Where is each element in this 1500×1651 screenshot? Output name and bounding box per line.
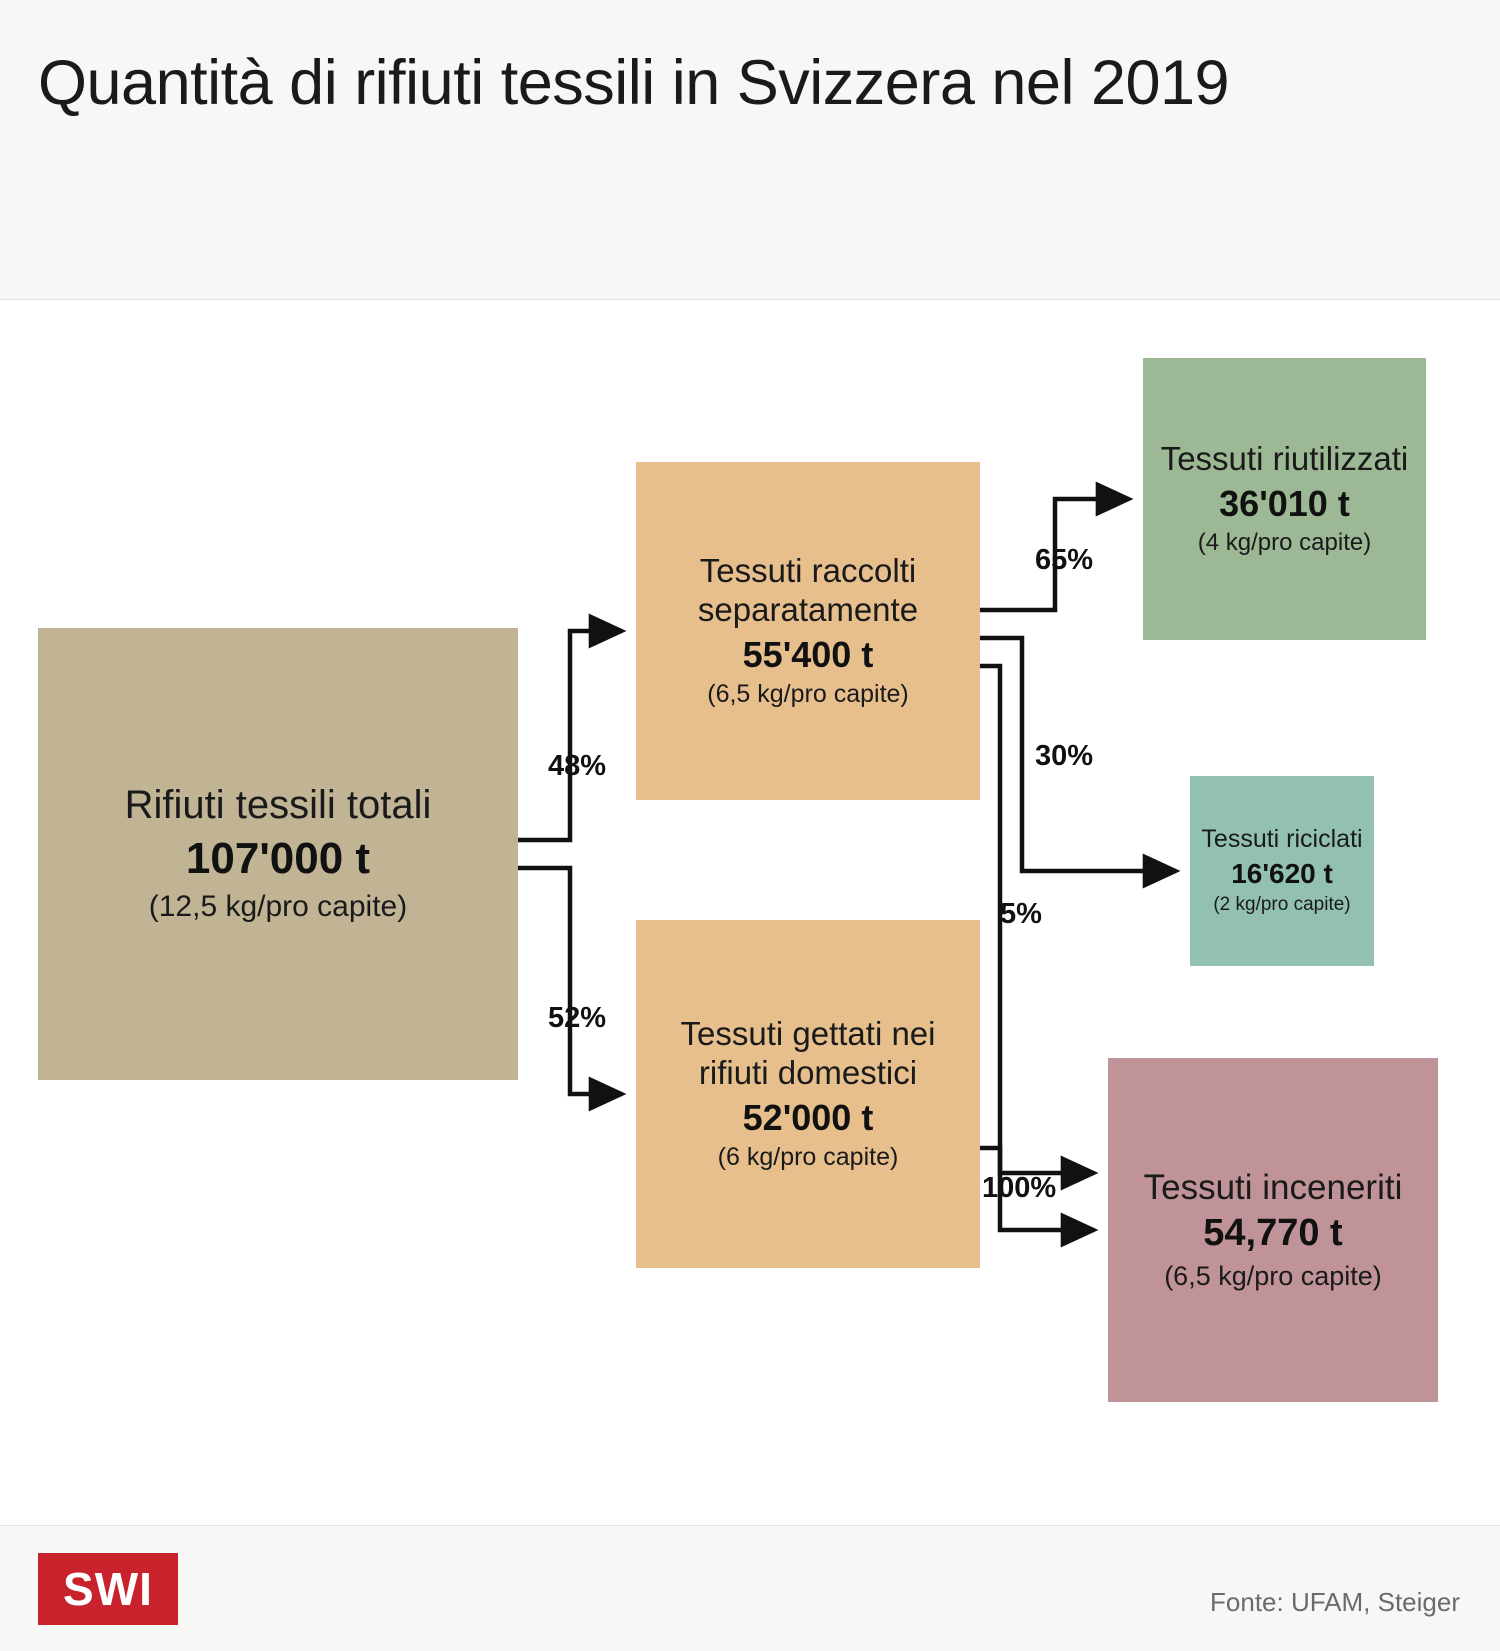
edge-label-separate-incinerated: 5% [1000, 898, 1042, 930]
source-note: Fonte: UFAM, Steiger [1210, 1587, 1460, 1617]
node-value: 107'000 t [185, 834, 371, 884]
node-per-capita: (12,5 kg/pro capite) [148, 890, 408, 924]
node-tessuti-raccolti-separatamente [636, 462, 980, 800]
edge-label-total-separate: 48% [548, 750, 607, 782]
edge-label-separate-reused: 65% [1035, 544, 1094, 576]
page-title: Quantità di rifiuti tessili in Svizzera nel 2019 [38, 48, 1230, 118]
edge-label-separate-recycled: 30% [1035, 740, 1094, 772]
node-label: Tessuti inceneriti [1143, 1167, 1403, 1207]
node-value: 36'010 t [1219, 482, 1350, 524]
node-tessuti-inceneriti [1108, 1058, 1438, 1402]
node-tessuti-gettati-nei-rifiuti-domestici [636, 920, 980, 1268]
header [0, 0, 1500, 300]
node-tessuti-riciclati [1190, 776, 1374, 966]
footer-divider [0, 1525, 1500, 1526]
node-per-capita: (6,5 kg/pro capite) [1164, 1260, 1382, 1291]
node-label: Tessuti gettati nei rifiuti domestici [680, 1014, 936, 1091]
node-per-capita: (4 kg/pro capite) [1197, 528, 1372, 556]
flow-diagram [0, 300, 1500, 1525]
node-label: Tessuti riutilizzati [1160, 440, 1409, 478]
node-label: Rifiuti tessili totali [124, 783, 432, 828]
node-rifiuti-tessili-totali [38, 628, 518, 1080]
node-label: Tessuti raccolti separatamente [697, 551, 919, 628]
node-value: 16'620 t [1231, 858, 1333, 890]
node-tessuti-riutilizzati [1143, 358, 1426, 640]
node-value: 55'400 t [742, 633, 874, 675]
node-label: Tessuti riciclati [1201, 824, 1363, 853]
node-per-capita: (6,5 kg/pro capite) [707, 679, 909, 708]
edge-label-total-domestic: 52% [548, 1002, 607, 1034]
edge-label-domestic-incinerated: 100% [982, 1172, 1057, 1204]
swi-logo: SWI [38, 1553, 178, 1625]
node-per-capita: (6 kg/pro capite) [717, 1142, 899, 1171]
node-value: 54,770 t [1203, 1212, 1343, 1255]
node-per-capita: (2 kg/pro capite) [1213, 894, 1351, 916]
node-value: 52'000 t [742, 1096, 874, 1138]
footer [0, 1525, 1500, 1651]
